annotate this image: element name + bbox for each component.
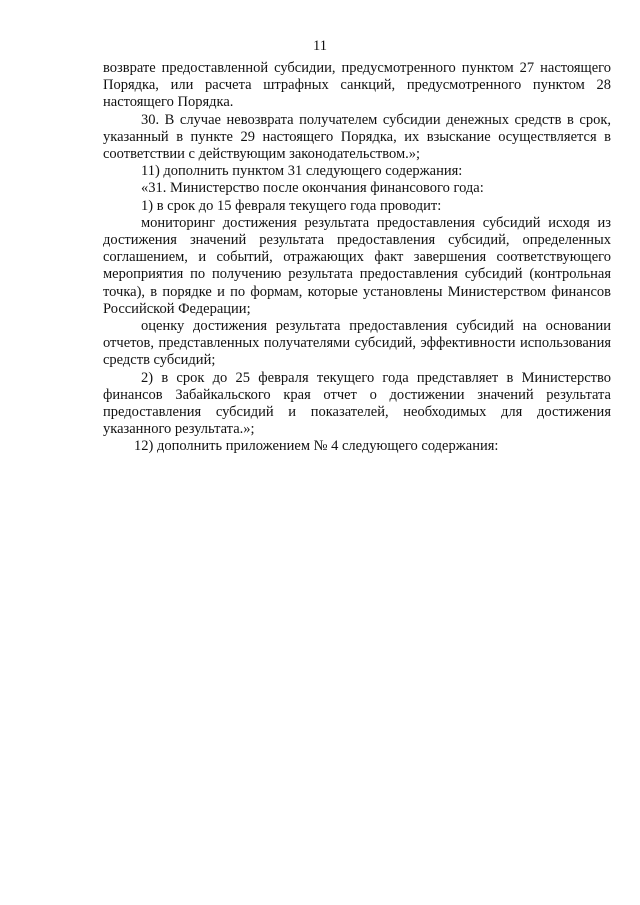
paragraph-item-30: 30. В случае невозврата получателем субсидии денежных средств в срок, указанный в пункте 29 настоящего Порядка, их взыскание осуществляется в соответствии с действующим законодательством.»; — [103, 111, 611, 163]
paragraph-amendment-12: 12) дополнить приложением № 4 следующего содержания: — [134, 438, 499, 455]
document-body — [103, 60, 611, 456]
paragraph-subitem-1: 1) в срок до 15 февраля текущего года проводит: — [141, 197, 442, 214]
paragraph-subitem-2: 2) в срок до 25 февраля текущего года представляет в Министерство финансов Забайкальского края отчет о достижении значений результата предоставления субсидий и показателей, необходимых для достижения указанного результата.»; — [103, 369, 611, 438]
paragraph-assessment: оценку достижения результата предоставления субсидий на основании отчетов, представленных получателями субсидий, эффективности использования средств субсидий; — [103, 318, 611, 369]
paragraph-continuation-return: возврате предоставленной субсидии, предусмотренного пунктом 27 настоящего Порядка, или расчета штрафных санкций, предусмотренного пунктом 28 настоящего Порядка. — [103, 60, 611, 111]
paragraph-monitoring: мониторинг достижения результата предоставления субсидий исходя из достижения значений результата предоставления субсидий, определенных соглашением, и событий, отражающих факт завершения соответствующего мероприятия по получению результата предоставления субсидий (контрольная точка), в порядке и по формам, которые установлены Министерством финансов Российской Федерации; — [103, 214, 611, 317]
paragraph-item-31-intro: «31. Министерство после окончания финансового года: — [141, 180, 484, 197]
paragraph-amendment-11: 11) дополнить пунктом 31 следующего содержания: — [141, 163, 463, 180]
page-number: 11 — [313, 38, 327, 54]
